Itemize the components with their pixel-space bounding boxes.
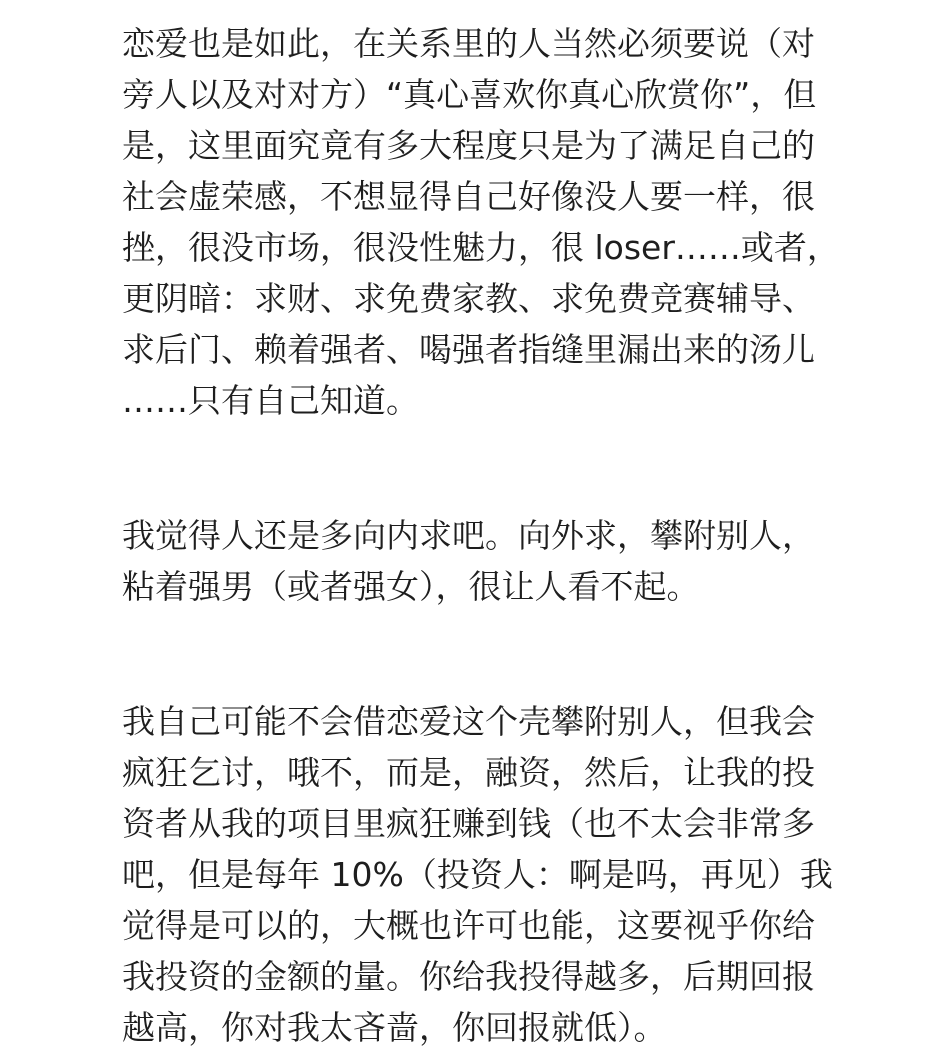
text-line: 觉得是可以的，大概也许可也能，这要视乎你给 <box>122 906 815 945</box>
text-line: 资者从我的项目里疯狂赚到钱（也不太会非常多 <box>122 804 815 843</box>
paragraph-investment <box>122 696 922 1053</box>
paragraph-inward-seeking <box>122 510 922 612</box>
text-line: 更阴暗：求财、求免费家教、求免费竞赛辅导、 <box>122 279 815 318</box>
text-line: 社会虚荣感，不想显得自己好像没人要一样，很 <box>122 177 815 216</box>
text-line: 越高，你对我太吝啬，你回报就低）。 <box>122 1008 667 1047</box>
text-line: 我觉得人还是多向内求吧。向外求，攀附别人， <box>122 516 815 555</box>
paragraph-gap <box>122 612 922 696</box>
paragraph-relationship-vanity <box>122 18 922 426</box>
text-line: 我投资的金额的量。你给我投得越多，后期回报 <box>122 957 815 996</box>
text-line: 疯狂乞讨，哦不，而是，融资，然后，让我的投 <box>122 753 815 792</box>
text-line: 挫，很没市场，很没性魅力，很 loser……或者， <box>122 228 840 267</box>
text-line: 旁人以及对对方）“真心喜欢你真心欣赏你”，但 <box>122 75 817 114</box>
text-line: 粘着强男（或者强女），很让人看不起。 <box>122 567 700 606</box>
paragraph-gap <box>122 426 922 510</box>
text-line: 我自己可能不会借恋爱这个壳攀附别人，但我会 <box>122 702 815 741</box>
text-line: ……只有自己知道。 <box>122 381 419 420</box>
text-line: 是，这里面究竟有多大程度只是为了满足自己的 <box>122 126 815 165</box>
text-line: 求后门、赖着强者、喝强者指缝里漏出来的汤儿 <box>122 330 815 369</box>
text-line: 吧，但是每年 10%（投资人：啊是吗，再见）我 <box>122 855 833 894</box>
article-body <box>122 18 922 1053</box>
text-line: 恋爱也是如此，在关系里的人当然必须要说（对 <box>122 24 815 63</box>
